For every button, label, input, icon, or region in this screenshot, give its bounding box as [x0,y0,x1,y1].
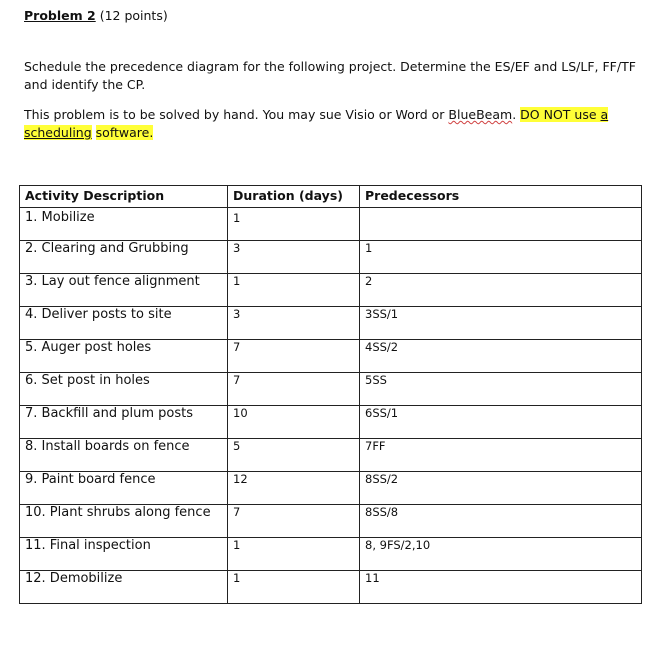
duration-cell: 1 [228,208,360,241]
activity-cell: 9. Paint board fence [20,472,228,505]
predecessors-cell [360,208,642,241]
predecessors-cell: 3SS/1 [360,307,642,340]
duration-cell: 10 [228,406,360,439]
activity-cell: 3. Lay out fence alignment [20,274,228,307]
problem-title [24,8,168,23]
activity-cell: 5. Auger post holes [20,340,228,373]
table-row [20,274,642,307]
predecessors-cell: 1 [360,241,642,274]
activity-cell: 6. Set post in holes [20,373,228,406]
table-row [20,505,642,538]
highlight-a-scheduling: a scheduling [24,107,609,140]
instruction-paragraph: Schedule the precedence diagram for the following project. Determine the ES/EF and LS/LF, FF/TF and identify the CP. [24,59,636,92]
duration-cell: 12 [228,472,360,505]
predecessors-cell: 8SS/2 [360,472,642,505]
predecessors-cell: 8SS/8 [360,505,642,538]
activity-cell: 7. Backfill and plum posts [20,406,228,439]
duration-cell: 1 [228,538,360,571]
table-row [20,340,642,373]
predecessors-cell: 7FF [360,439,642,472]
table-body [20,208,642,604]
table-row [20,472,642,505]
predecessors-cell: 5SS [360,373,642,406]
activity-cell: 12. Demobilize [20,571,228,604]
duration-cell: 3 [228,307,360,340]
duration-cell: 5 [228,439,360,472]
duration-cell: 3 [228,241,360,274]
duration-cell: 7 [228,505,360,538]
bluebeam-word: BlueBeam [448,107,513,122]
highlight-software: software. [95,125,154,140]
table-row [20,571,642,604]
activity-cell: 4. Deliver posts to site [20,307,228,340]
activity-cell: 8. Install boards on fence [20,439,228,472]
table-row [20,208,642,241]
activity-cell: 2. Clearing and Grubbing [20,241,228,274]
sentence-period: . [512,107,517,122]
predecessors-cell: 11 [360,571,642,604]
predecessors-cell: 4SS/2 [360,340,642,373]
predecessors-cell: 2 [360,274,642,307]
activity-cell: 11. Final inspection [20,538,228,571]
problem-label: Problem 2 [24,8,96,23]
col-header-duration: Duration (days) [228,186,360,208]
tool-instruction-paragraph [24,106,654,142]
col-header-predecessors: Predecessors [360,186,642,208]
table-row [20,406,642,439]
table-row [20,241,642,274]
duration-cell: 7 [228,340,360,373]
table-row [20,307,642,340]
table-row [20,373,642,406]
table-row [20,439,642,472]
col-header-activity: Activity Description [20,186,228,208]
problem-points: (12 points) [99,8,168,23]
duration-cell: 1 [228,274,360,307]
predecessors-cell: 8, 9FS/2,10 [360,538,642,571]
activity-table [19,185,642,604]
table-row [20,538,642,571]
duration-cell: 7 [228,373,360,406]
predecessors-cell: 6SS/1 [360,406,642,439]
tool-instruction-text: This problem is to be solved by hand. You may sue Visio or Word or [24,107,449,122]
activity-cell: 1. Mobilize [20,208,228,241]
activity-cell: 10. Plant shrubs along fence [20,505,228,538]
highlight-do-not-use: DO NOT use [520,107,601,122]
duration-cell: 1 [228,571,360,604]
table-header-row [20,186,642,208]
